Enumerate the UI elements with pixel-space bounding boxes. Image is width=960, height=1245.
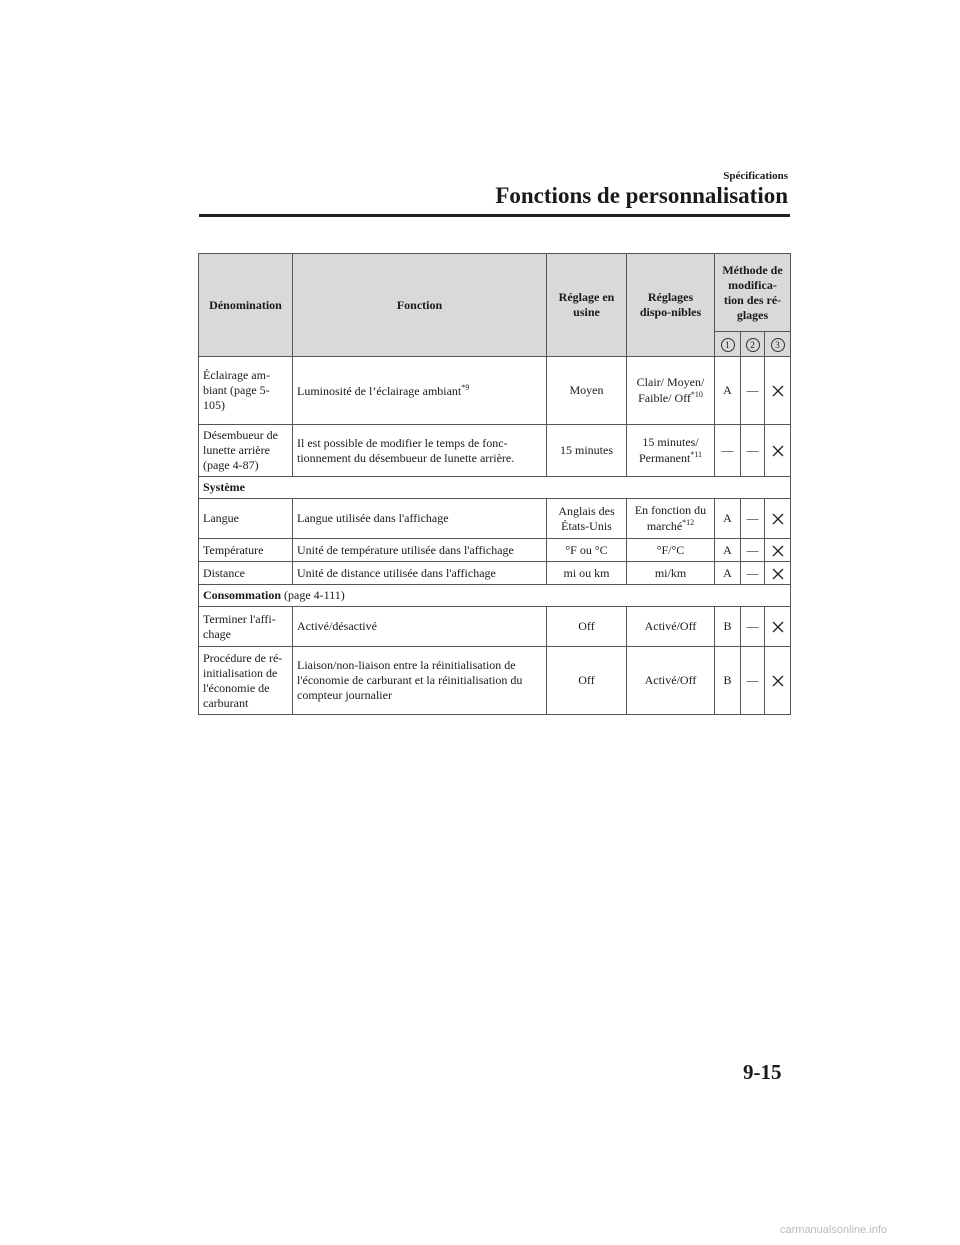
table-row <box>199 562 791 585</box>
table-row <box>199 607 791 647</box>
cell-usine: Off <box>547 647 627 715</box>
section-row-consommation <box>199 585 791 607</box>
table-row <box>199 647 791 715</box>
cell-method-3 <box>765 357 791 425</box>
cell-disponibles: En fonction du marché$^{*12}$ <box>627 499 715 539</box>
watermark: carmanualsonline.info <box>780 1224 888 1236</box>
cell-method-3 <box>765 539 791 562</box>
method-2-icon: 2 <box>741 332 765 357</box>
table-row <box>199 499 791 539</box>
section-label: Système <box>199 477 791 499</box>
cell-method-1: A <box>715 499 741 539</box>
cell-denomination: Terminer l'affi-chage <box>199 607 293 647</box>
section-row-systeme <box>199 477 791 499</box>
cell-disponibles: Activé/Off <box>627 607 715 647</box>
cell-method-3 <box>765 562 791 585</box>
cell-method-2: — <box>741 499 765 539</box>
cell-method-1: B <box>715 647 741 715</box>
method-1-icon: 1 <box>715 332 741 357</box>
cell-usine: mi ou km <box>547 562 627 585</box>
cross-icon <box>771 512 785 526</box>
cross-icon <box>771 567 785 581</box>
cell-fonction: Activé/désactivé <box>293 607 547 647</box>
cell-method-1: A <box>715 357 741 425</box>
col-header-fonction: Fonction <box>293 254 547 357</box>
cross-icon <box>771 620 785 634</box>
cell-usine: Anglais des États-Unis <box>547 499 627 539</box>
cell-disponibles: °F/°C <box>627 539 715 562</box>
cell-usine: Moyen <box>547 357 627 425</box>
method-3-icon: 3 <box>765 332 791 357</box>
cell-denomination: Éclairage am-biant (page 5-105) <box>199 357 293 425</box>
cell-usine: Off <box>547 607 627 647</box>
col-header-reglages-disponibles: Réglages dispo-nibles <box>627 254 715 357</box>
cell-method-2: — <box>741 607 765 647</box>
cell-method-1: A <box>715 539 741 562</box>
cell-disponibles: Clair/ Moyen/ Faible/ Off$^{*10}$ <box>627 357 715 425</box>
cell-method-3 <box>765 607 791 647</box>
cell-denomination: Procédure de ré-initialisation de l'économie de carburant <box>199 647 293 715</box>
page-number: 9-15 <box>743 1060 782 1084</box>
cell-method-3 <box>765 425 791 477</box>
cell-disponibles: Activé/Off <box>627 647 715 715</box>
cell-denomination: Distance <box>199 562 293 585</box>
cell-disponibles: 15 minutes/ Permanent$^{*11}$ <box>627 425 715 477</box>
cell-fonction: Il est possible de modifier le temps de fonc-tionnement du désembueur de lunette arrière. <box>293 425 547 477</box>
cell-method-1: — <box>715 425 741 477</box>
cell-method-2: — <box>741 562 765 585</box>
table-row <box>199 539 791 562</box>
cell-disponibles: mi/km <box>627 562 715 585</box>
section-label: Consommation (page 4-111) <box>199 585 791 607</box>
cell-denomination: Désembueur de lunette arrière (page 4-87) <box>199 425 293 477</box>
cell-denomination: Langue <box>199 499 293 539</box>
cell-fonction: Unité de distance utilisée dans l'affichage <box>293 562 547 585</box>
cell-usine: 15 minutes <box>547 425 627 477</box>
cell-method-1: B <box>715 607 741 647</box>
cell-method-2: — <box>741 647 765 715</box>
customization-table <box>198 253 791 715</box>
col-header-reglage-usine: Réglage en usine <box>547 254 627 357</box>
col-header-methode: Méthode de modifica-tion des ré-glages <box>715 254 791 332</box>
cell-method-1: A <box>715 562 741 585</box>
cross-icon <box>771 544 785 558</box>
page-title: Fonctions de personnalisation <box>495 183 788 208</box>
col-header-denomination: Dénomination <box>199 254 293 357</box>
cell-method-2: — <box>741 539 765 562</box>
cell-fonction: Luminosité de l’éclairage ambiant$^{*9}$ <box>293 357 547 425</box>
table-row <box>199 425 791 477</box>
section-heading: Spécifications <box>723 170 788 182</box>
cell-fonction: Unité de température utilisée dans l'affichage <box>293 539 547 562</box>
cell-method-3 <box>765 647 791 715</box>
table-row <box>199 357 791 425</box>
cell-fonction: Liaison/non-liaison entre la réinitialisation de l'économie de carburant et la réinitialisation du compteur journalier <box>293 647 547 715</box>
cross-icon <box>771 444 785 458</box>
cell-method-2: — <box>741 425 765 477</box>
cell-fonction: Langue utilisée dans l'affichage <box>293 499 547 539</box>
cross-icon <box>771 674 785 688</box>
cell-usine: °F ou °C <box>547 539 627 562</box>
cross-icon <box>771 384 785 398</box>
cell-method-2: — <box>741 357 765 425</box>
cell-denomination: Température <box>199 539 293 562</box>
cell-method-3 <box>765 499 791 539</box>
header-divider <box>199 214 790 217</box>
